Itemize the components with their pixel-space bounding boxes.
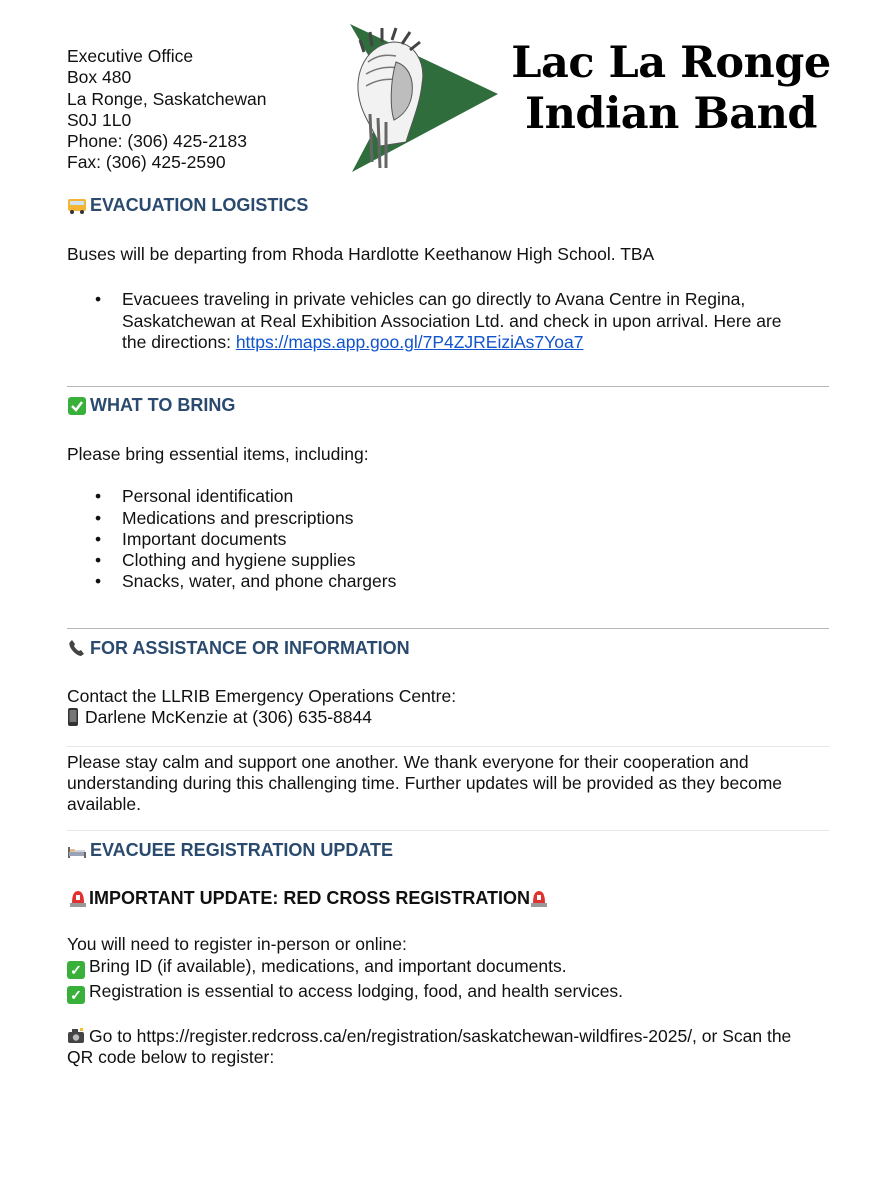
list-item [95,289,815,353]
section-heading-evacuation [67,195,308,216]
mobile-phone-icon [67,708,79,726]
section-heading-text: FOR ASSISTANCE OR INFORMATION [90,638,410,658]
goto-paragraph [67,1026,837,1068]
evacuation-bullet-line [122,332,782,354]
important-update-text: IMPORTANT UPDATE: RED CROSS REGISTRATION [89,888,530,908]
check-row [67,981,623,1004]
address-line: Executive Office [67,46,194,66]
register-need-line: You will need to register in-person or online: [67,934,407,954]
siren-icon [70,889,86,907]
contact-person-row [67,707,372,728]
check-text: Bring ID (if available), medications, and important documents. [89,956,567,976]
section-heading-text: WHAT TO BRING [90,395,236,415]
address-block [67,46,266,174]
address-line: La Ronge, Saskatchewan [67,88,267,109]
divider [67,386,829,387]
directions-prefix: the directions: [122,332,236,352]
section-heading-text: EVACUATION LOGISTICS [90,195,309,215]
camera-icon [67,1028,85,1044]
bed-icon [67,842,87,860]
directions-link[interactable]: https://maps.app.goo.gl/7P4ZJREiziAs7Yoa7 [235,332,584,352]
section-heading-registration [67,840,393,861]
evacuation-intro: Buses will be departing from Rhoda Hardlotte Keethanow High School. TBA [67,244,655,264]
contact-line: Contact the LLRIB Emergency Operations Centre: [67,686,457,706]
band-name [508,38,834,140]
goto-text: Go to https://register.redcross.ca/en/registration/saskatchewan-wildfires-2025/, or Scan the [89,1026,792,1046]
evacuation-bullet-line: Saskatchewan at Real Exhibition Association Ltd. and check in upon arrival. Here are [122,310,782,331]
list-item-text: Personal identification [122,486,294,506]
check-icon: ✓ [67,986,85,1004]
check-icon: ✓ [67,961,85,979]
band-logo [330,22,502,174]
list-item-text: Clothing and hygiene supplies [122,550,356,570]
contact-person: Darlene McKenzie at (306) 635-8844 [85,707,372,727]
check-text: Registration is essential to access lodging, food, and health services. [89,981,624,1001]
evacuation-bullet-line: Evacuees traveling in private vehicles can go directly to Avana Centre in Regina, [122,289,746,309]
divider [67,746,829,747]
bullet: • [95,289,102,309]
closing-line: understanding during this challenging time. Further updates will be provided as they become [67,773,783,793]
band-name-line1: Lac La Ronge [511,38,831,88]
bus-icon [67,197,87,215]
section-heading-bring [67,395,235,416]
divider [67,628,829,629]
goto-line: QR code below to register: [67,1047,275,1067]
list-item-text: Medications and prescriptions [122,507,354,528]
address-line: Box 480 [67,67,132,88]
address-line: Fax: (306) 425-2590 [67,152,226,173]
closing-line: Please stay calm and support one another. We thank everyone for their cooperation and [67,752,749,772]
check-icon [67,397,87,415]
goto-line [67,1026,837,1047]
important-update [67,888,550,909]
closing-paragraph [67,752,837,815]
band-name-line2: Indian Band [525,89,817,139]
siren-icon [531,889,547,907]
closing-line: available. [67,794,141,814]
address-line: S0J 1L0 [67,109,132,130]
list-item-text: Snacks, water, and phone chargers [122,571,397,591]
bring-intro: Please bring essential items, including: [67,444,369,464]
address-line: Phone: (306) 425-2183 [67,131,247,152]
phone-icon [67,640,87,658]
section-heading-assistance [67,638,410,659]
section-heading-text: EVACUEE REGISTRATION UPDATE [90,840,394,860]
divider [67,830,829,831]
list-item-text: Important documents [122,529,287,549]
check-row [67,956,567,979]
